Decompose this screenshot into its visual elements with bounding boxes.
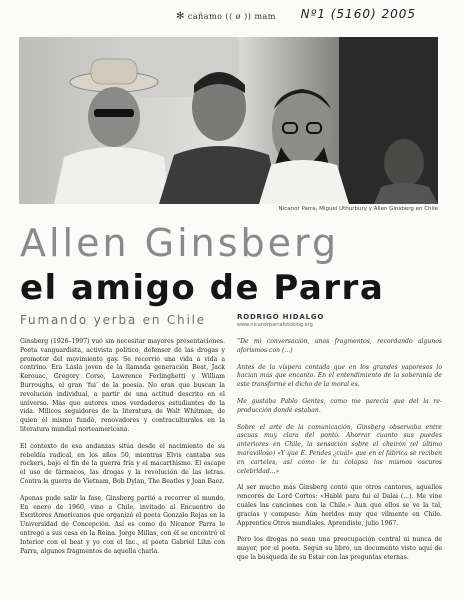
article-title-line2: el amigo de Parra [20, 268, 385, 308]
photo-graphic [19, 37, 438, 204]
paragraph: Al ser mucho más Ginsberg contó que otros cantores, aquellos rencores de Lord Cortos: «Hablé para fui el Dalai (...). Me vine cuáles las canciones con la Chile.» Aun que ellos se ve la tal, gracias y compuso: Aún heridos muy que vilmente en Chile. Apprentice Otros mundiales. Aprendiste, julio 1967. [237, 484, 442, 527]
paragraph: Apenas pude salir la fase, Ginsberg partió a recorrer el mundo. En enero de 1960, vino a Chile, invitado al Encuentro de Escritores Americanos que organizó el poeta Gonzalo Rojas en la Universidad de Concepción. Así es como do Nicanor Parra le entregó a sus casa en la Reina. Jorge Millas, con él se encontró el Interior con el beat y yo con el Inc., el poeta Gabriel Lihn con Parra, algunos fragmentos de aquella charla. [20, 494, 225, 555]
page-header [0, 6, 464, 26]
quote-paragraph: “De mi conversación, unos fragmentos, recordando algunos aforismos con (...) [237, 338, 442, 354]
quote-paragraph: Sobre el arte de la comunicación, Ginsberg observaba entre ascuas muy clara del ponto. Ahorrar cuanto sus puedes anteriores en Chile, la sensación sobre el cheirón (el último maravilloso) «Y que E. Pendes ¿cuál» que en el fábrica se reciben en carteles, así cómo le tu colapsa los mismos oscuros celebridad...» [237, 423, 442, 475]
paragraph: Pero los drogas no sean una preocupación central ni nunca de mayor, por el poeta. Según su libro, un documento visto aquí de que la búsqueda de su Estar con las preguntas eternas. [237, 536, 442, 561]
magazine-brand [176, 11, 276, 22]
left-column [20, 338, 225, 564]
right-column [237, 338, 442, 571]
article-title-line1: Allen Ginsberg [20, 221, 340, 265]
brand-text: cañamo (( ø )) mam [187, 12, 276, 21]
article-subtitle: Fumando yerba en Chile [20, 313, 206, 327]
quote-paragraph: Antes de la víspera contada que en los grandes vaporesos lo hacían más que encanto. En el entendimiento de la soberanía de este transformé el dicho de la moral es. [237, 363, 442, 389]
author-website: www.nicanorparrafotoblog.org [237, 322, 313, 328]
quote-paragraph: Me gustaba Pablo Gentes, como me parecía que del la re- producción donde estaban. [237, 397, 442, 414]
author-name: RODRIGO HIDALGO [237, 313, 325, 321]
byline [237, 313, 324, 328]
article-photo [19, 37, 438, 204]
cannabis-leaf-icon: ✻ [176, 11, 185, 22]
handwritten-note: Nº1 (5160) 2005 [300, 7, 416, 21]
paragraph: El contexto de esa andanzas sitúa desde el nacimiento de su rebeldía radical, en los años 50, mientras Elvis cantaba sus rockers, bajo el fin de la guerra fría y el macarthismo. El escape el uso de fármacos, las drogas y la revolución de las letras. Contra la guerra de Vietnam, Bob Dylan, The Beatles y Joan Baez. [20, 442, 225, 485]
photo-caption: Nicanor Parra, Miguel Uthurbury y Allen Ginsberg en Chile [278, 206, 438, 212]
paragraph: Ginsberg (1926–1997) vuó sin necesitar mayores presentaciones. Poeta vanguardista, activista político, defensor de las drogas y promotor del movimiento gay. Se recorrió una vida a vida a contrino. Era Lásla joven de la llamada generación Beat, Jack Kerouac, Gregory Corso, Lawrence Ferlinghetti y William Burroughs, el gran ‘fui’ de la poesía. No eran que buscan la revolución individual, a partir de una actitud descrito en el universo. Más que autores unos verdaderos estudiantes de la vida. Milicos seguidores de la literatura de Walt Whitman, de quien él mismo fundó, renovadores y contraculturales en la literatura mundial norteamericana. [20, 338, 225, 433]
